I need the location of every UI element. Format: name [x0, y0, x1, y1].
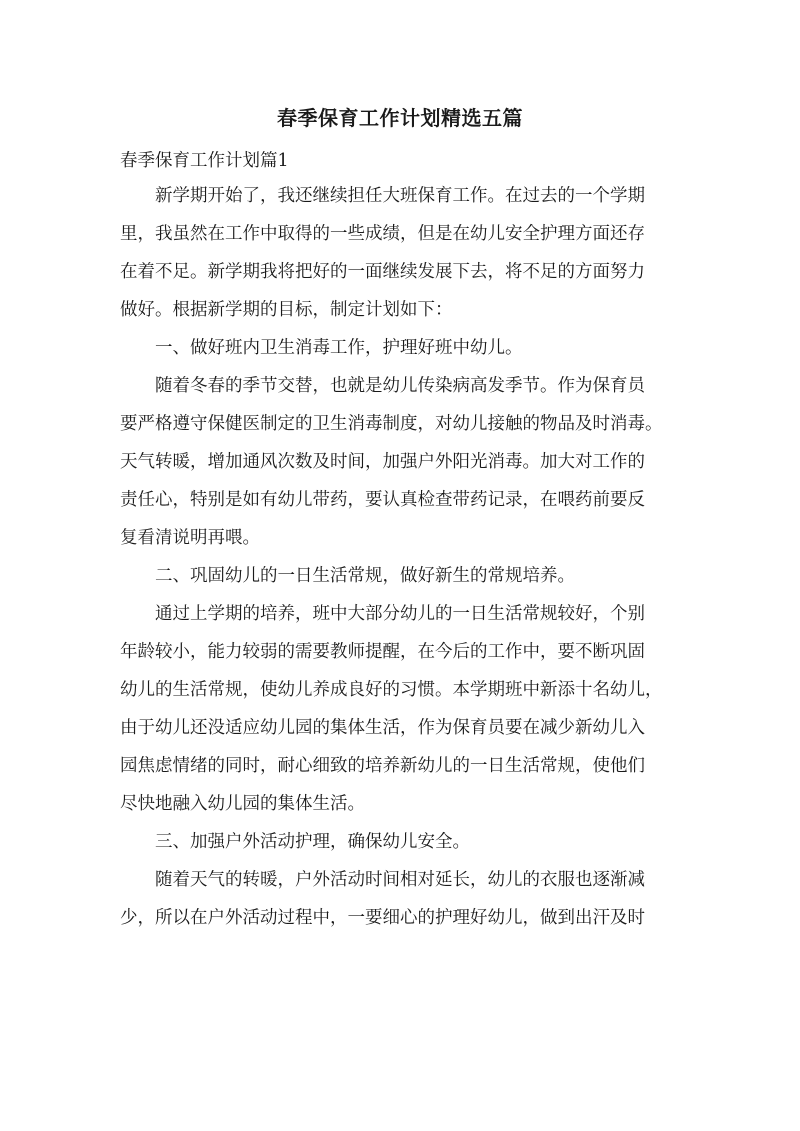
- paragraph-line: 由于幼儿还没适应幼儿园的集体生活，作为保育员要在减少新幼儿入: [120, 718, 645, 738]
- paragraph-line: 要严格遵守保健医制定的卫生消毒制度，对幼儿接触的物品及时消毒。: [120, 414, 663, 434]
- paragraph-line: 天气转暖，增加通风次数及时间，加强户外阳光消毒。加大对工作的: [120, 452, 645, 472]
- paragraph-line: 二、巩固幼儿的一日生活常规，做好新生的常规培养。: [155, 566, 575, 586]
- paragraph-line: 一、做好班内卫生消毒工作，护理好班中幼儿。: [155, 338, 523, 358]
- paragraph-line: 在着不足。新学期我将把好的一面继续发展下去，将不足的方面努力: [120, 262, 645, 282]
- paragraph-line: 幼儿的生活常规，使幼儿养成良好的习惯。本学期班中新添十名幼儿，: [120, 680, 663, 700]
- paragraph-line: 复看清说明再喂。: [120, 528, 260, 548]
- paragraph-line: 新学期开始了，我还继续担任大班保育工作。在过去的一个学期: [155, 186, 645, 206]
- paragraph: [120, 828, 686, 866]
- document-title: 春季保育工作计划精选五篇: [277, 106, 523, 130]
- paragraph-line: 尽快地融入幼儿园的集体生活。: [120, 794, 365, 814]
- paragraph: [120, 562, 686, 600]
- paragraph: [120, 334, 686, 372]
- paragraph-line: 三、加强户外活动护理，确保幼儿安全。: [155, 832, 470, 852]
- paragraph-line: 通过上学期的培养，班中大部分幼儿的一日生活常规较好，个别: [155, 604, 645, 624]
- paragraph: [120, 372, 686, 562]
- paragraph: [120, 182, 686, 334]
- document-body: [120, 182, 686, 942]
- paragraph-line: 责任心，特别是如有幼儿带药，要认真检查带药记录，在喂药前要反: [120, 490, 645, 510]
- paragraph: [120, 600, 686, 828]
- section-subtitle: 春季保育工作计划篇1: [120, 151, 289, 171]
- paragraph-line: 年龄较小，能力较弱的需要教师提醒，在今后的工作中，要不断巩固: [120, 642, 645, 662]
- paragraph-line: 做好。根据新学期的目标，制定计划如下：: [120, 300, 453, 320]
- paragraph: [120, 866, 686, 942]
- paragraph-line: 随着天气的转暖，户外活动时间相对延长，幼儿的衣服也逐渐减: [155, 870, 645, 890]
- paragraph-line: 园焦虑情绪的同时，耐心细致的培养新幼儿的一日生活常规，使他们: [120, 756, 645, 776]
- paragraph-line: 里，我虽然在工作中取得的一些成绩，但是在幼儿安全护理方面还存: [120, 224, 645, 244]
- paragraph-line: 随着冬春的季节交替，也就是幼儿传染病高发季节。作为保育员: [155, 376, 645, 396]
- paragraph-line: 少，所以在户外活动过程中，一要细心的护理好幼儿，做到出汗及时: [120, 908, 645, 928]
